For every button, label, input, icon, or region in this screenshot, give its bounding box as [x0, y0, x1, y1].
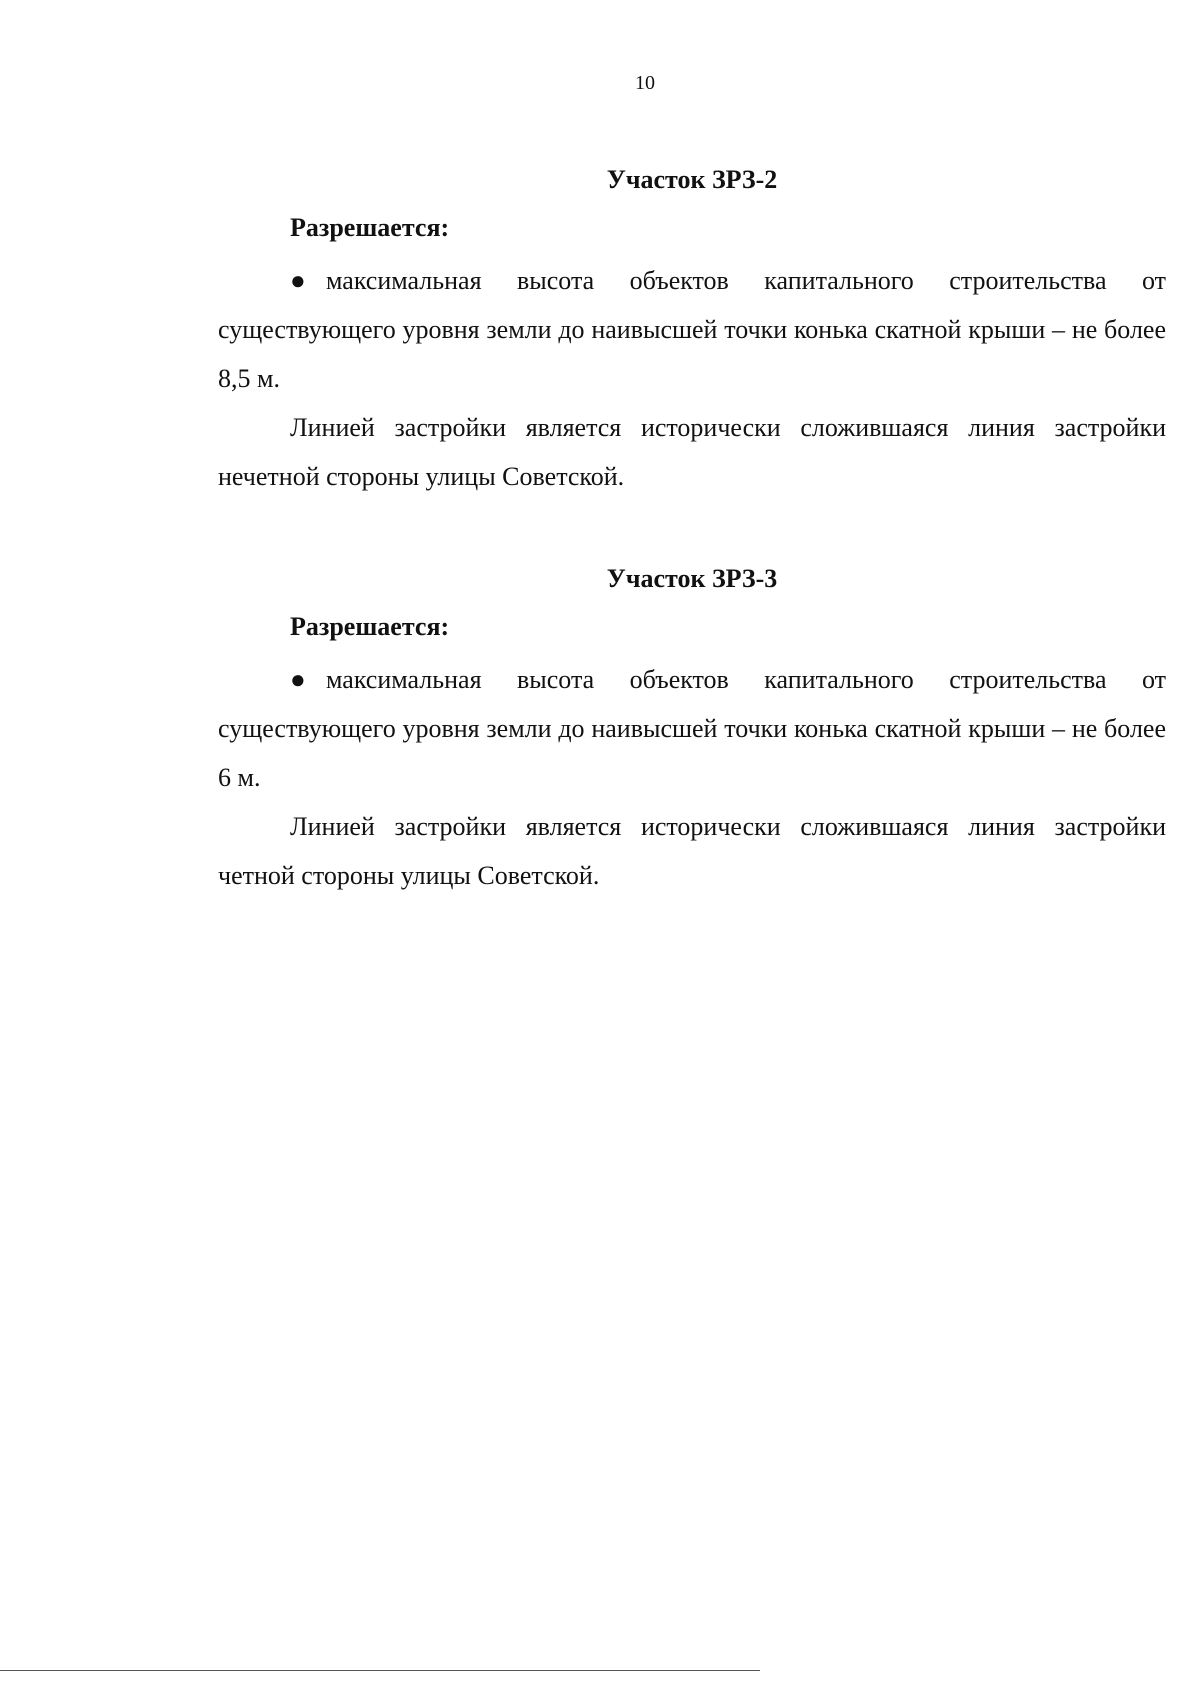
- permits-label: Разрешается:: [290, 612, 450, 641]
- permits-label: Разрешается:: [290, 213, 450, 242]
- bullet-item: [218, 655, 1166, 802]
- bullet-item: [218, 256, 1166, 403]
- bullet-icon: ●: [290, 266, 306, 295]
- bullet-icon: ●: [290, 665, 306, 694]
- building-line-text: Линией застройки является исторически сложившаяся линия застройки четной стороны улицы Советской.: [218, 812, 1166, 890]
- section-title: Участок ЗРЗ-2: [606, 165, 778, 194]
- bullet-text: максимальная высота объектов капитального строительства от существующего уровня земли до наивысшей точки конька скатной крыши – не более 8,5 м.: [218, 266, 1166, 393]
- section-zrz-2: [218, 160, 1166, 501]
- bullet-text: максимальная высота объектов капитального строительства от существующего уровня земли до наивысшей точки конька скатной крыши – не более 6 м.: [218, 665, 1166, 792]
- document-body: [218, 160, 1166, 958]
- building-line-text: Линией застройки является исторически сложившаяся линия застройки нечетной стороны улицы Советской.: [218, 413, 1166, 491]
- section-title: Участок ЗРЗ-3: [606, 564, 778, 593]
- footer-divider: [0, 1670, 760, 1671]
- section-zrz-3: [218, 559, 1166, 900]
- page-number: 10: [635, 72, 655, 94]
